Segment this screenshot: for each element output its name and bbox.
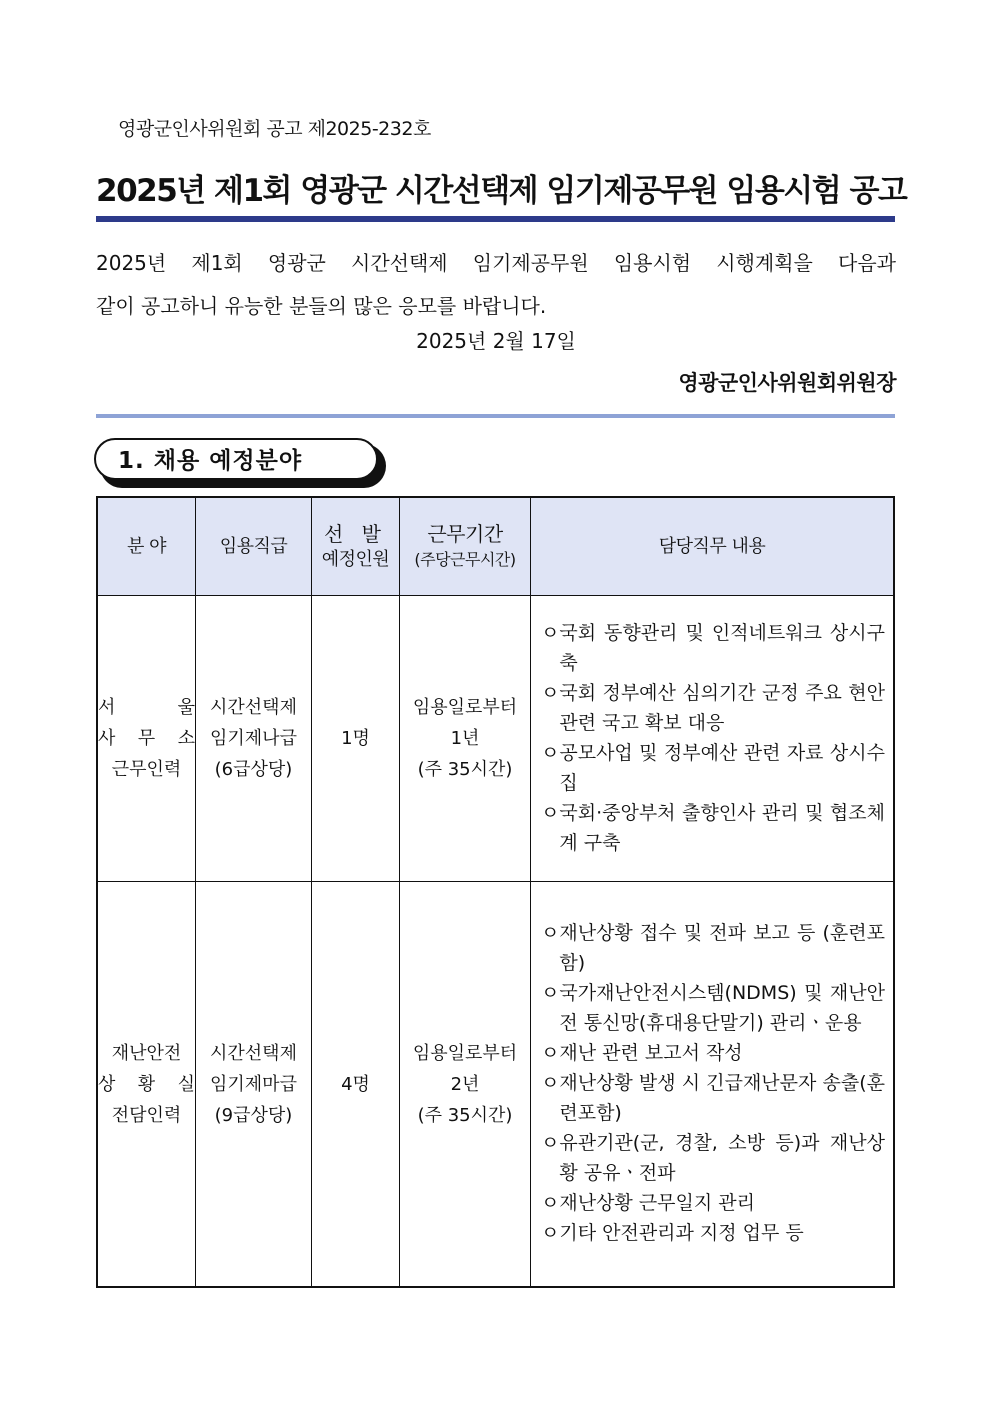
grade-line: (9급상당) [214,1104,293,1126]
field-line [98,692,195,723]
header-period [400,497,531,596]
grade-cell [196,882,312,1288]
bullet-icon: ㅇ [541,741,560,764]
count-cell: 1명 [312,596,400,882]
grade-cell [196,596,312,882]
section-heading: 1. 채용 예정분야 [94,438,378,480]
header-period-line2: (주당근무시간) [414,549,516,569]
duty-item [541,678,885,738]
duty-item [541,738,885,798]
field-char: 사 [98,728,116,749]
duty-text: 기타 안전관리과 지정 업무 등 [559,1222,804,1244]
notice-number: 영광군인사위원회 공고 제2025-232호 [118,118,431,140]
duty-text: 재난 관련 보고서 작성 [559,1042,743,1064]
table-header-row [97,497,894,596]
period-line: 1년 [450,728,480,749]
duty-text: 재난상황 접수 및 전파 보고 등 (훈련포함) [559,922,885,974]
field-char: 소 [177,728,195,749]
intro-line-1: 2025년 제1회 영광군 시간선택제 임기제공무원 임용시험 시행계획을 다음과 [96,251,896,275]
duty-text: 재난상황 근무일지 관리 [559,1192,755,1214]
field-line: 재난안전 [111,1042,182,1064]
announcement-date: 2025년 2월 17일 [416,329,576,353]
duty-text: 국가재난안전시스템(NDMS) 및 재난안전 통신망(휴대용단말기) 관리ㆍ운용 [559,982,885,1034]
table-row [97,596,894,882]
duty-item [541,1188,885,1218]
bullet-icon: ㅇ [541,1042,560,1064]
grade-line: (6급상당) [214,759,293,780]
count-cell: 4명 [312,882,400,1288]
field-cell [97,596,196,882]
bullet-icon: ㅇ [541,982,560,1004]
duty-text: 국회 동향관리 및 인적네트워크 상시구축 [559,621,885,674]
header-grade: 임용직급 [196,497,312,596]
field-line: 근무인력 [111,759,182,780]
duty-text: 국회·중앙부처 출향인사 관리 및 협조체계 구축 [559,801,885,854]
duty-text: 공모사업 및 정부예산 관련 자료 상시수집 [559,741,885,794]
duty-item [541,978,885,1038]
field-char: 무 [137,728,156,749]
duty-item [541,1068,885,1128]
field-cell [97,882,196,1288]
bullet-icon: ㅇ [541,621,560,644]
duties-cell [531,882,895,1288]
bullet-icon: ㅇ [541,1132,560,1154]
header-field: 분 야 [97,497,196,596]
field-char: 황 [137,1073,156,1095]
duty-text: 재난상황 발생 시 긴급재난문자 송출(훈련포함) [559,1072,885,1124]
grade-line: 시간선택제 [210,697,297,718]
duties-list [531,608,893,870]
duty-text: 국회 정부예산 심의기간 군정 주요 현안 관련 국고 확보 대응 [559,681,885,734]
duty-item [541,798,885,858]
field-line [98,1069,195,1100]
duty-item [541,1218,885,1248]
field-char: 울 [177,697,195,718]
field-line [98,723,195,754]
bullet-icon: ㅇ [541,801,560,824]
intro-paragraph [96,242,896,328]
header-count-line1: 선 발 [324,521,387,546]
header-duties: 담당직무 내용 [531,497,895,596]
period-cell [400,596,531,882]
duty-item [541,618,885,678]
grade-line: 임기제나급 [210,728,297,749]
intro-line-2: 같이 공고하니 유능한 분들의 많은 응모를 바랍니다. [96,294,547,318]
field-char: 서 [98,697,116,718]
recruitment-table [96,496,895,1288]
duty-item [541,918,885,978]
page-title: 2025년 제1회 영광군 시간선택제 임기제공무원 임용시험 공고 [96,173,907,209]
duties-cell [531,596,895,882]
grade-line: 임기제마급 [210,1073,297,1095]
header-count [312,497,400,596]
field-char: 상 [98,1073,116,1095]
field-char: 실 [177,1073,195,1095]
period-line: 임용일로부터 [412,697,518,718]
signer: 영광군인사위원회위원장 [678,371,896,395]
period-line: 임용일로부터 [412,1042,518,1064]
duties-list [531,908,893,1260]
bullet-icon: ㅇ [541,1072,560,1094]
title-underline [96,216,895,222]
period-line: (주 35시간) [417,1104,513,1126]
bullet-icon: ㅇ [541,1222,560,1244]
duty-item [541,1128,885,1188]
duty-text: 유관기관(군, 경찰, 소방 등)과 재난상황 공유ㆍ전파 [559,1132,885,1184]
period-line: 2년 [450,1073,480,1095]
grade-line: 시간선택제 [210,1042,297,1064]
field-line: 전담인력 [111,1104,182,1126]
bullet-icon: ㅇ [541,922,560,944]
bullet-icon: ㅇ [541,1192,560,1214]
period-cell [400,882,531,1288]
duty-item [541,1038,885,1068]
bullet-icon: ㅇ [541,681,560,704]
period-line: (주 35시간) [417,759,513,780]
header-period-line1: 근무기간 [427,521,503,546]
table-row [97,882,894,1288]
separator-rule [96,414,895,418]
header-count-line2: 예정인원 [321,548,390,570]
